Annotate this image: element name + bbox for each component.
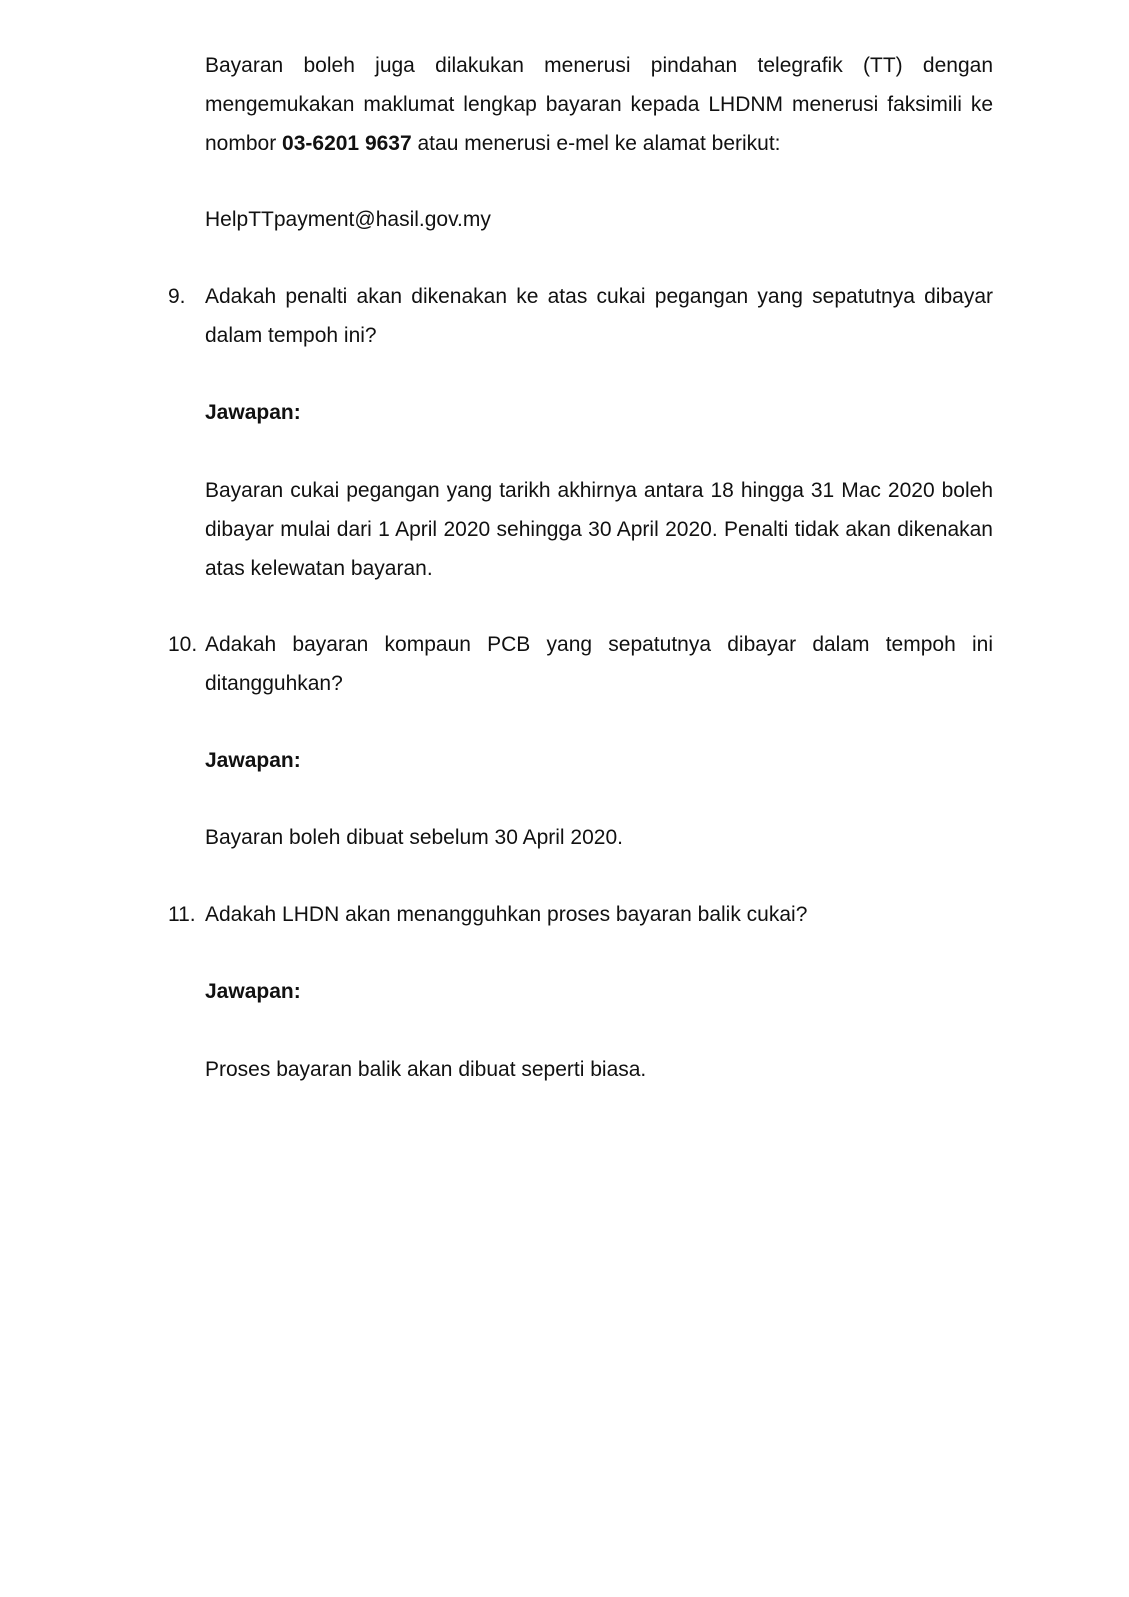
answer-10-text: Bayaran boleh dibuat sebelum 30 April 2020. — [205, 826, 623, 849]
answer-label-11: Jawapan: — [205, 980, 301, 1003]
question-11-text: Adakah LHDN akan menangguhkan proses bayaran balik cukai? — [205, 903, 808, 926]
answer-9-text: Bayaran cukai pegangan yang tarikh akhirnya antara 18 hingga 31 Mac 2020 boleh dibayar mulai dari 1 April 2020 sehingga 30 April 2020. Penalti tidak akan dikenakan atas kelewatan bayaran. — [205, 479, 993, 580]
intro-text-after: atau menerusi e-mel ke alamat berikut: — [411, 132, 781, 155]
intro-paragraph — [205, 46, 993, 163]
fax-number: 03-6201 9637 — [282, 132, 412, 155]
email-address[interactable]: HelpTTpayment@hasil.gov.my — [205, 208, 491, 231]
answer-label-9: Jawapan: — [205, 401, 301, 424]
question-number-11: 11. — [168, 903, 196, 926]
question-10-text: Adakah bayaran kompaun PCB yang sepatutnya dibayar dalam tempoh ini ditangguhkan? — [205, 633, 993, 695]
question-number-10: 10. — [168, 633, 198, 656]
answer-11-text: Proses bayaran balik akan dibuat seperti biasa. — [205, 1058, 647, 1081]
answer-label-10: Jawapan: — [205, 749, 301, 772]
question-number-9: 9. — [168, 285, 186, 308]
question-9-text: Adakah penalti akan dikenakan ke atas cukai pegangan yang sepatutnya dibayar dalam tempoh ini? — [205, 285, 993, 347]
intro-text-before: Bayaran boleh juga dilakukan menerusi pindahan telegrafik (TT) dengan mengemukakan maklumat lengkap bayaran kepada LHDNM menerusi faksimili ke nombor — [205, 54, 993, 155]
